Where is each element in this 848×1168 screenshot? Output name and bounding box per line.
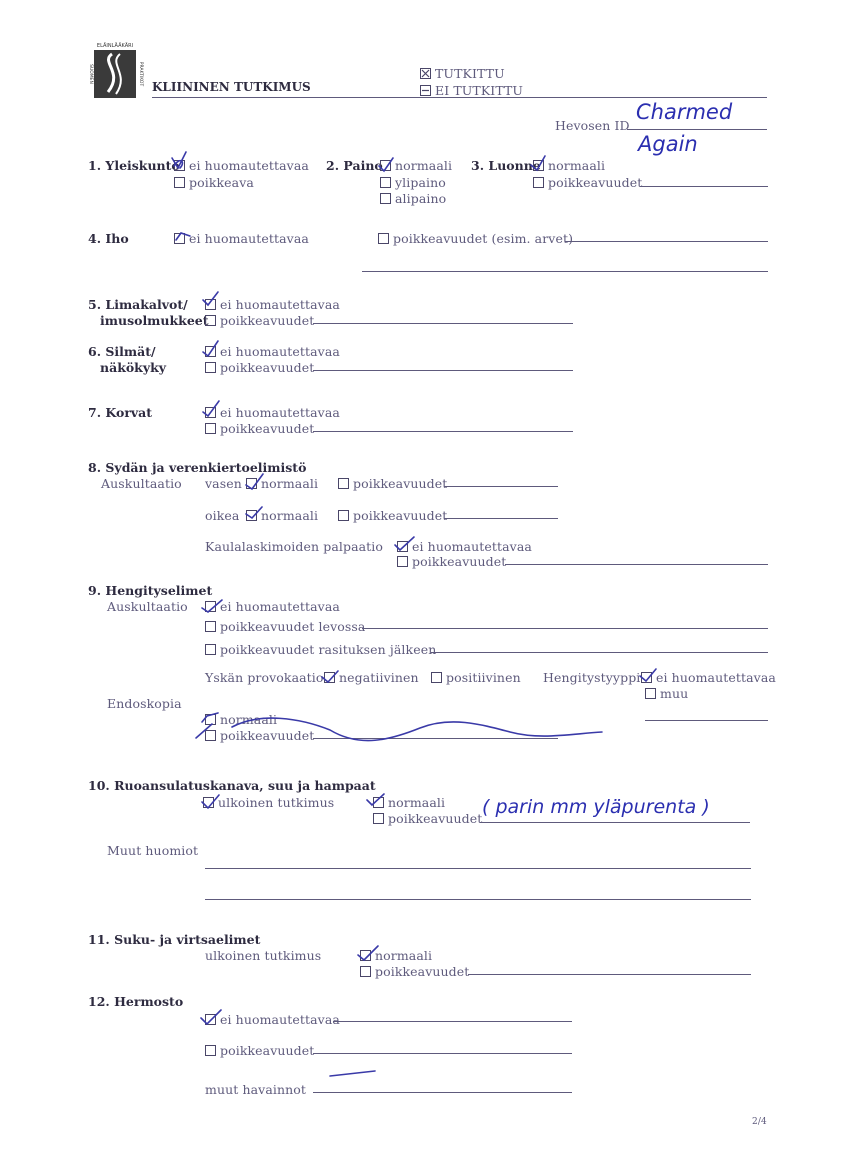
s2-opt1-checkbox[interactable] xyxy=(380,160,391,171)
s7-opt2[interactable] xyxy=(205,421,314,436)
s8-right-normal[interactable] xyxy=(246,508,318,523)
s9-bt-opt2[interactable] xyxy=(645,686,688,701)
s12-other-label: muut havainnot xyxy=(205,1082,307,1097)
s10-opt1[interactable] xyxy=(373,795,445,810)
section-5-label-1: 5. Limakalvot/ xyxy=(88,297,188,312)
s5-opt1-checkbox[interactable] xyxy=(205,299,216,310)
section-6-label-2: näkökyky xyxy=(100,360,167,375)
s9-negative-label: negatiivinen xyxy=(339,670,419,685)
s9-endo-opt1-checkbox[interactable] xyxy=(205,714,216,725)
s9-breathing-type-label: Hengitystyyppi xyxy=(543,670,641,685)
section-1-label: 1. Yleiskunto xyxy=(88,158,180,173)
s9-bt-opt1-label: ei huomautettavaa xyxy=(656,670,776,685)
dash-icon xyxy=(421,86,430,95)
s9-positive[interactable] xyxy=(431,670,521,685)
s12-opt2-label: poikkeavuudet xyxy=(220,1043,315,1058)
s11-external-label: ulkoinen tutkimus xyxy=(205,948,322,963)
s10-line xyxy=(480,822,750,823)
s10-external-checkbox[interactable] xyxy=(203,797,214,808)
s8-left-abnormal-checkbox[interactable] xyxy=(338,478,349,489)
s8-left-normal[interactable] xyxy=(246,476,318,491)
s10-opt2[interactable] xyxy=(373,811,482,826)
logo-text-right: PRAKTIKOT xyxy=(138,61,143,87)
section-2-label: 2. Paino xyxy=(326,158,383,173)
s12-opt1[interactable] xyxy=(205,1012,340,1027)
page-number: 2/4 xyxy=(752,1117,767,1127)
s6-opt2[interactable] xyxy=(205,360,314,375)
s9-line-2 xyxy=(431,652,768,653)
s12-opt2-checkbox[interactable] xyxy=(205,1045,216,1056)
status-not-examined-label: EI TUTKITTU xyxy=(435,83,524,98)
s4-opt2-label: poikkeavuudet (esim. arvet) xyxy=(393,231,574,246)
s9-opt1[interactable] xyxy=(205,599,340,614)
s8-right-abnormal[interactable] xyxy=(338,508,447,523)
s8-left-normal-label: normaali xyxy=(261,476,319,491)
horse-id-value-2[interactable]: Again xyxy=(638,132,698,156)
s6-line xyxy=(313,370,573,371)
s9-opt3[interactable] xyxy=(205,642,436,657)
s8-right-abnormal-checkbox[interactable] xyxy=(338,510,349,521)
page-title: KLIININEN TUTKIMUS xyxy=(152,80,311,94)
s3-line xyxy=(640,186,768,187)
s10-external[interactable] xyxy=(203,795,334,810)
status-examined[interactable] xyxy=(420,66,505,81)
section-6-label-1: 6. Silmät/ xyxy=(88,344,156,359)
s9-positive-label: positiivinen xyxy=(446,670,521,685)
s2-opt3[interactable] xyxy=(380,191,446,206)
horse-id-label: Hevosen ID xyxy=(555,118,630,133)
s7-opt1[interactable] xyxy=(205,405,340,420)
s9-endo-opt2-checkbox[interactable] xyxy=(205,730,216,741)
s12-opt1-label: ei huomautettavaa xyxy=(220,1012,340,1027)
s11-line xyxy=(468,974,751,975)
section-8-label: 8. Sydän ja verenkiertoelimistö xyxy=(88,460,307,475)
s10-other-line-1 xyxy=(205,868,751,869)
horse-id-line xyxy=(627,129,767,130)
s8-left-abnormal-label: poikkeavuudet xyxy=(353,476,448,491)
s10-handwritten-note[interactable]: ( parin mm yläpurenta ) xyxy=(482,796,710,818)
s9-opt1-checkbox[interactable] xyxy=(205,601,216,612)
s10-other-label: Muut huomiot xyxy=(107,843,199,858)
s8-opt1-checkbox[interactable] xyxy=(397,541,408,552)
dash-stroke xyxy=(330,1071,375,1076)
s2-opt2-checkbox[interactable] xyxy=(380,177,391,188)
s8-opt2[interactable] xyxy=(397,554,506,569)
s8-left-line xyxy=(444,486,558,487)
s10-other-line-2 xyxy=(205,899,751,900)
s1-opt1-label: ei huomautettavaa xyxy=(189,158,309,173)
s4-opt1-checkbox[interactable] xyxy=(174,233,185,244)
s7-opt1-label: ei huomautettavaa xyxy=(220,405,340,420)
s10-opt1-label: normaali xyxy=(388,795,446,810)
status-not-examined[interactable] xyxy=(420,83,523,98)
logo xyxy=(84,40,144,100)
status-examined-label: TUTKITTU xyxy=(435,66,505,81)
s6-opt1-label: ei huomautettavaa xyxy=(220,344,340,359)
s6-opt2-label: poikkeavuudet xyxy=(220,360,315,375)
s10-opt1-checkbox[interactable] xyxy=(373,797,384,808)
s10-opt2-label: poikkeavuudet xyxy=(388,811,483,826)
logo-text-left: SUOMEN xyxy=(88,64,93,84)
s9-endoscopy-label: Endoskopia xyxy=(107,696,182,711)
s8-jugular-label: Kaulalaskimoiden palpaatio xyxy=(205,539,384,554)
s9-bt-opt2-label: muu xyxy=(660,686,689,701)
s4-opt1[interactable] xyxy=(174,231,309,246)
s12-opt1-checkbox[interactable] xyxy=(205,1014,216,1025)
cross-icon xyxy=(421,69,430,78)
s8-right-line xyxy=(444,518,558,519)
s11-opt2[interactable] xyxy=(360,964,469,979)
section-11-label: 11. Suku- ja virtsaelimet xyxy=(88,932,261,947)
s9-auscultation-label: Auskultaatio xyxy=(107,599,188,614)
s4-opt2-checkbox[interactable] xyxy=(378,233,389,244)
s7-opt2-label: poikkeavuudet xyxy=(220,421,315,436)
s2-opt2[interactable] xyxy=(380,175,446,190)
s8-auscultation-label: Auskultaatio xyxy=(101,476,182,491)
s3-opt1-checkbox[interactable] xyxy=(533,160,544,171)
s6-opt1-checkbox[interactable] xyxy=(205,346,216,357)
s11-opt2-label: poikkeavuudet xyxy=(375,964,470,979)
logo-icon xyxy=(84,40,144,100)
section-4-label: 4. Iho xyxy=(88,231,129,246)
s1-opt1[interactable] xyxy=(174,158,309,173)
s4-opt1-label: ei huomautettavaa xyxy=(189,231,309,246)
s7-opt1-checkbox[interactable] xyxy=(205,407,216,418)
s12-opt2[interactable] xyxy=(205,1043,314,1058)
s8-opt2-label: poikkeavuudet xyxy=(412,554,507,569)
s2-opt1[interactable] xyxy=(380,158,452,173)
s8-opt2-checkbox[interactable] xyxy=(397,556,408,567)
s10-opt2-checkbox[interactable] xyxy=(373,813,384,824)
horse-id-value-1[interactable]: Charmed xyxy=(636,100,733,124)
s9-endo-opt2-label: poikkeavuudet xyxy=(220,728,315,743)
s8-left-normal-checkbox[interactable] xyxy=(246,478,257,489)
s5-opt2-label: poikkeavuudet xyxy=(220,313,315,328)
logo-text-top: ELÄINLÄÄKÄRI xyxy=(96,43,134,49)
section-10-label: 10. Ruoansulatuskanava, suu ja hampaat xyxy=(88,778,376,793)
s9-negative-checkbox[interactable] xyxy=(324,672,335,683)
s8-opt1[interactable] xyxy=(397,539,532,554)
s9-opt2[interactable] xyxy=(205,619,365,634)
s4-line-1 xyxy=(565,241,768,242)
s9-cough-label: Yskän provokaatio xyxy=(205,670,324,685)
s1-opt2-checkbox[interactable] xyxy=(174,177,185,188)
s6-opt1[interactable] xyxy=(205,344,340,359)
s8-left-label: vasen xyxy=(205,476,242,491)
s8-opt1-label: ei huomautettavaa xyxy=(412,539,532,554)
s1-opt1-checkbox[interactable] xyxy=(174,160,185,171)
section-5-label-2: imusolmukkeet xyxy=(100,313,209,328)
s3-opt2-label: poikkeavuudet xyxy=(548,175,643,190)
checkbox-not-examined[interactable] xyxy=(420,85,431,96)
s8-jugular-line xyxy=(505,564,768,565)
s4-line-2 xyxy=(362,271,768,272)
s11-opt1-label: normaali xyxy=(375,948,433,963)
s2-opt1-label: normaali xyxy=(395,158,453,173)
s8-right-normal-checkbox[interactable] xyxy=(246,510,257,521)
s9-endo-opt1-label: normaali xyxy=(220,712,278,727)
s3-opt2[interactable] xyxy=(533,175,642,190)
section-12-label: 12. Hermosto xyxy=(88,994,184,1009)
s7-line xyxy=(313,431,573,432)
s8-left-abnormal[interactable] xyxy=(338,476,447,491)
s9-positive-checkbox[interactable] xyxy=(431,672,442,683)
s9-bt-opt1[interactable] xyxy=(641,670,776,685)
s3-opt1[interactable] xyxy=(533,158,605,173)
s12-line-1 xyxy=(333,1021,572,1022)
s9-negative[interactable] xyxy=(324,670,419,685)
s5-opt1[interactable] xyxy=(205,297,340,312)
section-9-label: 9. Hengityselimet xyxy=(88,583,213,598)
s5-opt1-label: ei huomautettavaa xyxy=(220,297,340,312)
s9-opt3-checkbox[interactable] xyxy=(205,644,216,655)
checkbox-examined[interactable] xyxy=(420,68,431,79)
s11-opt1-checkbox[interactable] xyxy=(360,950,371,961)
s8-right-normal-label: normaali xyxy=(261,508,319,523)
s3-opt2-checkbox[interactable] xyxy=(533,177,544,188)
s9-bt-line xyxy=(645,720,768,721)
s9-endo-line xyxy=(313,738,558,739)
s1-opt2[interactable] xyxy=(174,175,254,190)
s9-line-1 xyxy=(362,628,768,629)
s12-line-2 xyxy=(313,1053,572,1054)
s11-opt1[interactable] xyxy=(360,948,432,963)
s9-opt1-label: ei huomautettavaa xyxy=(220,599,340,614)
s9-opt2-checkbox[interactable] xyxy=(205,621,216,632)
s9-endo-opt2[interactable] xyxy=(205,728,314,743)
s12-line-3 xyxy=(313,1092,572,1093)
section-7-label: 7. Korvat xyxy=(88,405,153,420)
section-3-label: 3. Luonne xyxy=(471,158,541,173)
s5-line xyxy=(313,323,573,324)
s9-bt-opt1-checkbox[interactable] xyxy=(641,672,652,683)
s9-opt2-label: poikkeavuudet levossa xyxy=(220,619,366,634)
s2-opt3-checkbox[interactable] xyxy=(380,193,391,204)
s9-bt-opt2-checkbox[interactable] xyxy=(645,688,656,699)
s11-opt2-checkbox[interactable] xyxy=(360,966,371,977)
s2-opt2-label: ylipaino xyxy=(395,175,446,190)
s9-opt3-label: poikkeavuudet rasituksen jälkeen xyxy=(220,642,437,657)
s5-opt2[interactable] xyxy=(205,313,314,328)
s7-opt2-checkbox[interactable] xyxy=(205,423,216,434)
s8-right-abnormal-label: poikkeavuudet xyxy=(353,508,448,523)
s9-endo-opt1[interactable] xyxy=(205,712,277,727)
s5-opt2-checkbox[interactable] xyxy=(205,315,216,326)
s8-right-label: oikea xyxy=(205,508,240,523)
s10-external-label: ulkoinen tutkimus xyxy=(218,795,335,810)
s3-opt1-label: normaali xyxy=(548,158,606,173)
s6-opt2-checkbox[interactable] xyxy=(205,362,216,373)
s4-opt2[interactable] xyxy=(378,231,573,246)
s1-opt2-label: poikkeava xyxy=(189,175,254,190)
s2-opt3-label: alipaino xyxy=(395,191,447,206)
header-divider xyxy=(152,97,767,98)
